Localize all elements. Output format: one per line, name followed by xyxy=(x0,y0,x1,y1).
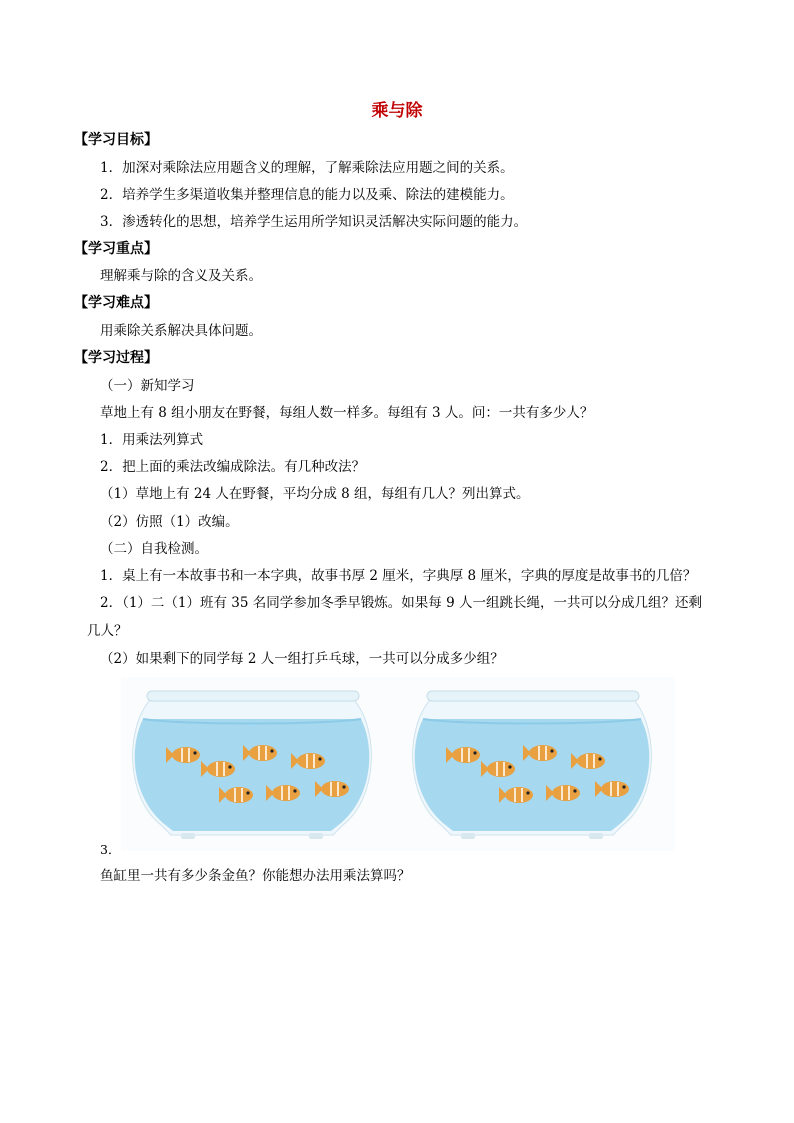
test-2-line1: 2．（1）二（1）班有 35 名同学参加冬季早锻炼。如果每 9 人一组跳长绳，一共可以分成几组？还剩 xyxy=(100,595,702,611)
test-3-label: 3． xyxy=(100,842,121,857)
goal-item-2: 2．培养学生多渠道收集并整理信息的能力以及乘、除法的建模能力。 xyxy=(100,187,514,203)
goal-item-3: 3．渗透转化的思想，培养学生运用所学知识灵活解决实际问题的能力。 xyxy=(100,214,528,230)
question-2: 2．把上面的乘法改编成除法。有几种改法？ xyxy=(100,459,366,475)
fish-bowl xyxy=(413,691,652,839)
test-1: 1．桌上有一本故事书和一本字典，故事书厚 2 厘米，字典厚 8 厘米，字典的厚度是故事书的几倍？ xyxy=(100,568,697,584)
question-2-2: （2）仿照（1）改编。 xyxy=(100,514,239,530)
document-title: 乘与除 xyxy=(371,101,423,121)
fish-bowls-figure xyxy=(121,677,675,851)
picnic-problem: 草地上有 8 组小朋友在野餐，每组人数一样多。每组有 3 人。问：一共有多少人？ xyxy=(100,405,594,421)
part2-heading: （二）自我检测。 xyxy=(100,541,208,557)
difficulty-text: 用乘除关系解决具体问题。 xyxy=(100,323,262,339)
key-text: 理解乘与除的含义及关系。 xyxy=(100,268,262,284)
test-2-line2: 几人？ xyxy=(87,623,128,639)
test-2-2: （2）如果剩下的同学每 2 人一组打乒乓球，一共可以分成多少组？ xyxy=(100,651,504,667)
question-1: 1．用乘法列算式 xyxy=(100,432,204,448)
goals-heading: 【学习目标】 xyxy=(74,132,158,148)
difficulty-heading: 【学习难点】 xyxy=(74,295,158,311)
goal-item-1: 1．加深对乘除法应用题含义的理解，了解乘除法应用题之间的关系。 xyxy=(100,160,514,176)
key-heading: 【学习重点】 xyxy=(74,241,158,257)
question-2-1: （1）草地上有 24 人在野餐，平均分成 8 组，每组有几人？列出算式。 xyxy=(100,486,530,502)
test-3-question: 鱼缸里一共有多少条金鱼？你能想办法用乘法算吗？ xyxy=(100,868,411,884)
part1-heading: （一）新知学习 xyxy=(100,378,195,394)
process-heading: 【学习过程】 xyxy=(74,350,158,366)
fish-bowl xyxy=(133,691,372,839)
